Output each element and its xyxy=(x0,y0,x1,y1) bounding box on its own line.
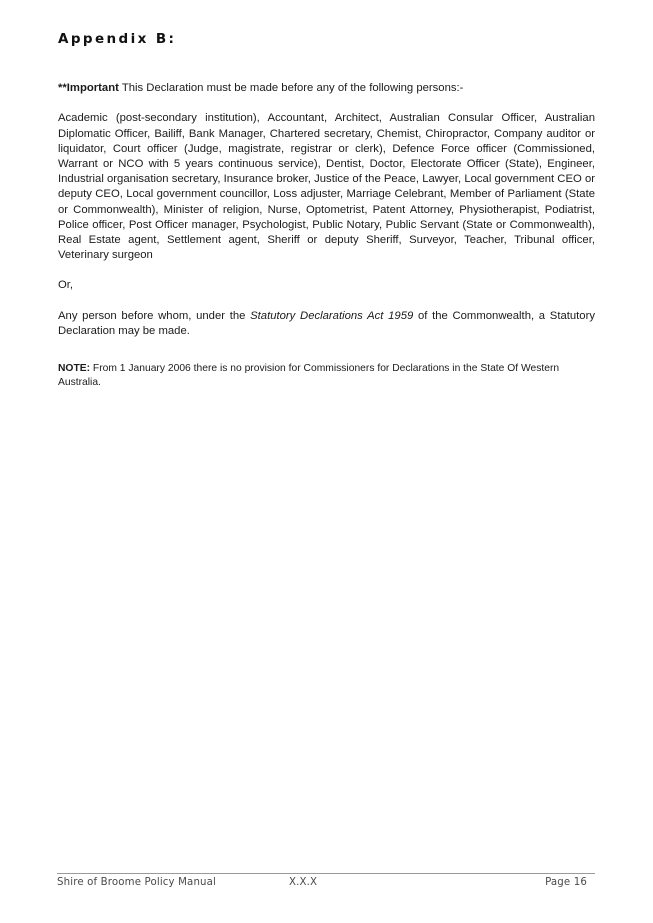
footer-version: X.X.X xyxy=(289,877,318,888)
authorised-persons-list: Academic (post-secondary institution), Accountant, Architect, Australian Consular Officer, Australian Diplomatic Officer, Bailiff, Bank Manager, Chartered secretary, Chemist, Chiropractor, Company auditor or liquidator, Court officer (Judge, magistrate, registrar or clerk), Defence Force officer (Commissioned, Warrant or NCO with 5 years continuous service), Dentist, Doctor, Electorate Officer (State), Engineer, Industrial organisation secretary, Insurance broker, Justice of the Peace, Lawyer, Local government CEO or deputy CEO, Local government councillor, Loss adjuster, Marriage Celebrant, Member of Parliament (State or Commonwealth), Minister of religion, Nurse, Optometrist, Patent Attorney, Physiotherapist, Podiatrist, Police officer, Post Officer manager, Psychologist, Public Notary, Public Servant (State or Commonwealth), Real Estate agent, Settlement agent, Sheriff or deputy Sheriff, Surveyor, Teacher, Tribunal officer, Veterinary surgeon xyxy=(58,112,595,262)
footer-document-name: Shire of Broome Policy Manual xyxy=(57,877,217,888)
any-person-prefix: Any person before whom, under the xyxy=(58,309,251,322)
statutory-act-title: Statutory Declarations Act 1959 xyxy=(250,309,414,322)
note-label: NOTE: xyxy=(58,363,91,375)
footer-page-number: Page 16 xyxy=(545,877,587,888)
or-separator: Or, xyxy=(58,279,74,292)
document-content xyxy=(58,0,595,390)
any-person-clause xyxy=(58,294,595,339)
page-footer xyxy=(57,873,595,899)
note-text: From 1 January 2006 there is no provision for Commissioners for Declarations in the State Of Western Australia. xyxy=(58,363,560,389)
any-person-suffix: of the Commonwealth, a Statutory Declaration may be made. xyxy=(58,309,596,337)
important-label: **Important xyxy=(58,82,119,95)
important-text: This Declaration must be made before any of the following persons:- xyxy=(118,82,464,95)
footer-divider xyxy=(57,873,595,874)
note-paragraph xyxy=(58,339,595,390)
page-title: Appendix B: xyxy=(58,31,177,47)
important-notice xyxy=(58,47,595,96)
footer-row xyxy=(57,877,595,899)
